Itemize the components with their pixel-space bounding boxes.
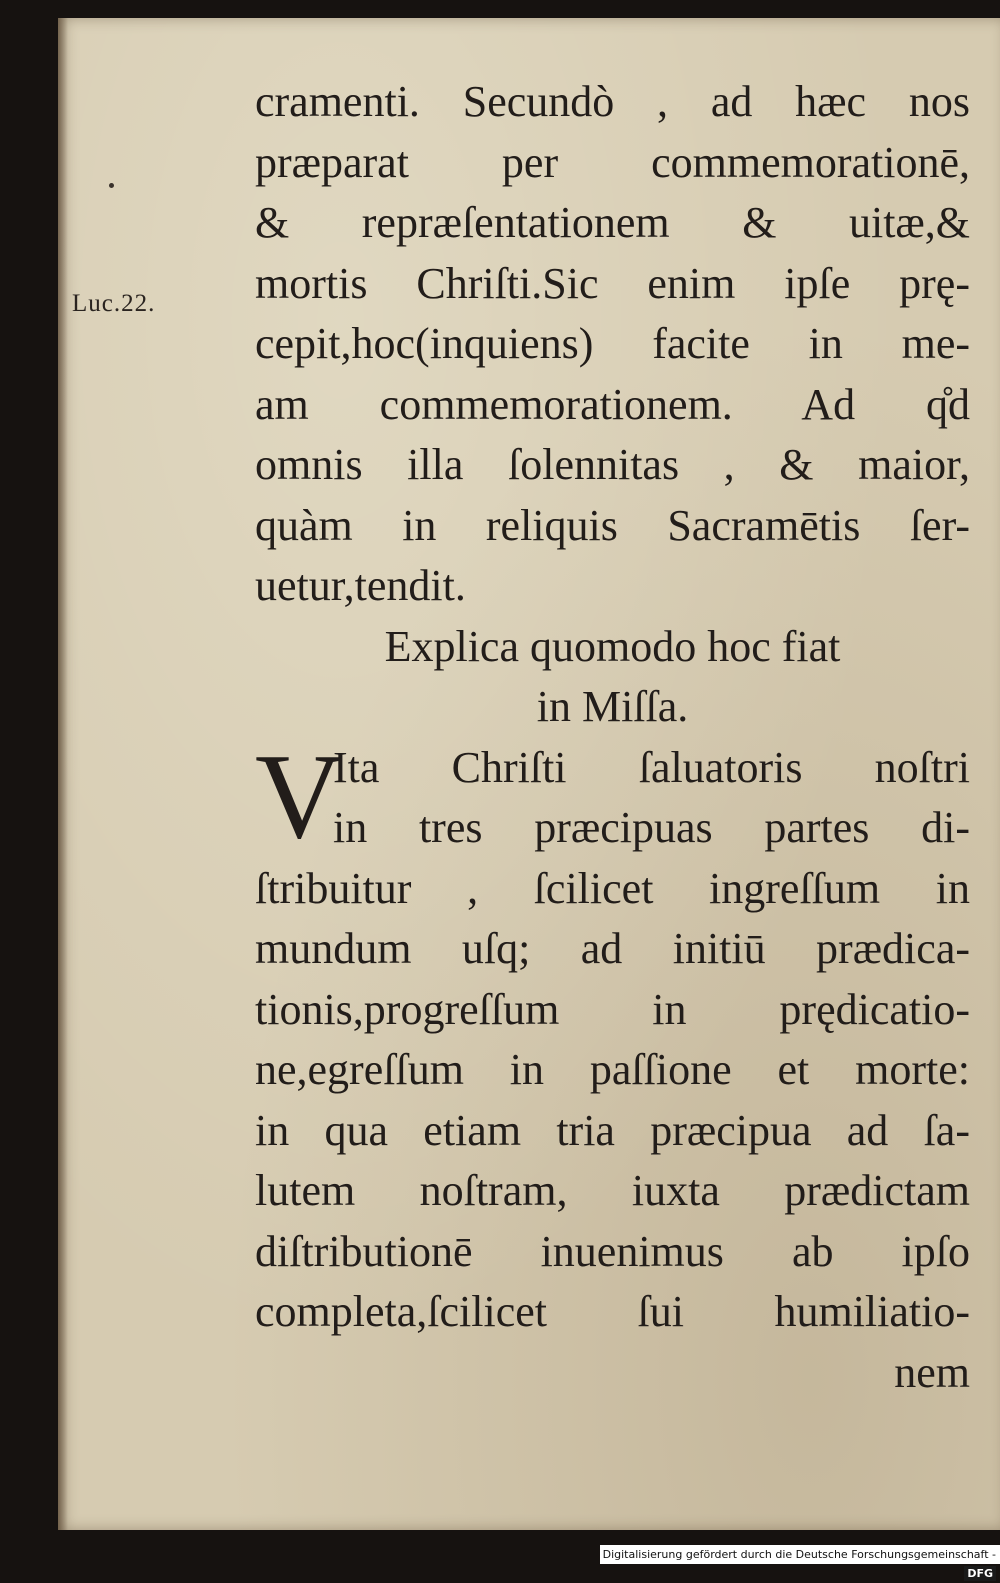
text-line: in tres præcipuas partes di-: [333, 803, 970, 852]
text-line: ne,egreſſum in paſſione et morte:: [255, 1045, 970, 1094]
text-line: Ita Chriſti ſaluatoris noſtri: [333, 742, 970, 792]
text-line: uetur,tendit.: [255, 561, 466, 610]
text-line: cepit,hoc(inquiens) facite in me-: [255, 319, 970, 368]
paragraph-with-drop-cap: [255, 728, 970, 1343]
text-line: omnis illa ſolennitas , & maior,: [255, 440, 970, 489]
section-heading-line: in Miſſa.: [536, 682, 689, 731]
page-gutter-shadow: [58, 18, 68, 1530]
catchword: nem: [894, 1347, 970, 1397]
dfg-logo: DFG: [964, 1566, 996, 1581]
drop-cap: V: [255, 728, 344, 864]
footer-text: Digitalisierung gefördert durch die Deutsche Forschungsgemeinschaft -: [602, 1548, 996, 1561]
text-line: ſtribuitur , ſcilicet ingreſſum in: [255, 863, 970, 913]
text-line: diſtributionē inuenimus ab ipſo: [255, 1226, 970, 1276]
text-line: mortis Chriſti.Sic enim ipſe prę-: [255, 258, 970, 308]
text-line: quàm in reliquis Sacramētis ſer-: [255, 500, 970, 550]
text-line: mundum uſq; ad initiū prædica-: [255, 924, 970, 973]
text-line: lutem noſtram, iuxta prædictam: [255, 1166, 970, 1215]
text-line: in qua etiam tria præcipua ad ſa-: [255, 1105, 970, 1155]
body-text: [255, 72, 970, 1403]
text-line: am commemorationem. Ad q̊d: [255, 379, 970, 429]
section-heading-line: Explica quomodo hoc fiat: [384, 621, 841, 671]
text-line: præparat per commemorationē,: [255, 137, 970, 187]
margin-note: Luc.22.: [72, 290, 156, 317]
text-line: tionis,progreſſum in prędicatio-: [255, 984, 970, 1034]
text-line: completa,ſcilicet ſui humiliatio-: [255, 1287, 970, 1336]
digitization-footer: [600, 1545, 1000, 1580]
ink-dot: [109, 183, 114, 188]
text-line: cramenti. Secundò , ad hæc nos: [255, 77, 970, 126]
text-line: & repræſentationem & uitæ,&: [255, 198, 970, 247]
